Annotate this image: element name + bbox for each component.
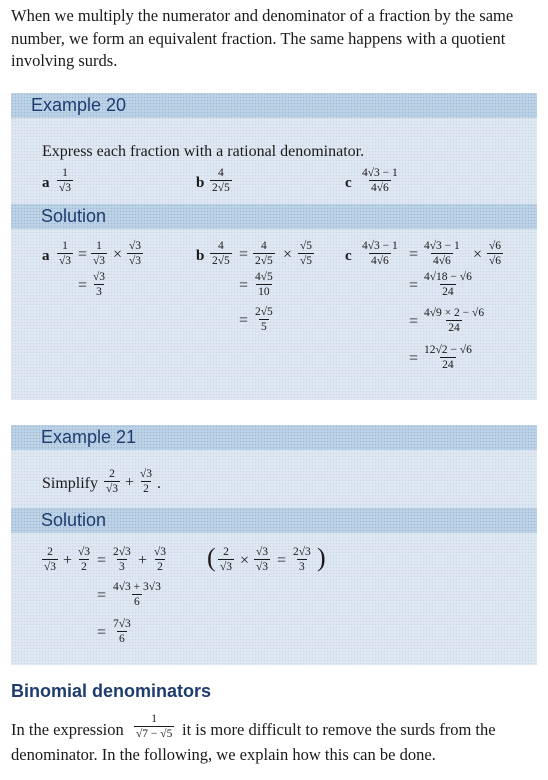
intro-paragraph: When we multiply the numerator and denominator of a fraction by the same number, we form an equivalent fraction. The same happens with a quotient involving surds. xyxy=(11,6,514,70)
q-frac-2: $\frac{√3}{2}$ xyxy=(140,468,153,495)
binomial-text-after: it is more difficult to remove the surds from the xyxy=(182,720,496,739)
part-c-fraction: $\frac{4√3 - 1}{4√6}$ xyxy=(362,167,398,194)
s-plus-1: + xyxy=(63,552,73,569)
example-20-instruction: Express each fraction with a rational denominator. xyxy=(42,143,365,160)
sol-a-label: a xyxy=(42,248,50,264)
sol-b-frac-5: $\frac{2√5}{5}$ xyxy=(255,306,273,333)
sol-b-frac-4: $\frac{4√5}{10}$ xyxy=(255,271,273,298)
sol-c-frac-1: $\frac{4√3 - 1}{4√6}$ xyxy=(362,240,398,267)
sol-a-frac-1: $\frac{1}{√3}$ xyxy=(59,240,72,267)
sol-b-frac-3: $\frac{√5}{√5}$ xyxy=(300,240,313,267)
example-21-solution-title: Solution xyxy=(41,510,107,530)
sol-b-frac-2: $\frac{4}{2√5}$ xyxy=(255,240,273,267)
binomial-fraction: $\frac{1}{√7 - √5}$ xyxy=(136,713,173,740)
sol-a-frac-2: $\frac{1}{√3}$ xyxy=(93,240,106,267)
part-b-label: b xyxy=(196,175,205,191)
sol-c-frac-2: $\frac{4√3 - 1}{4√6}$ xyxy=(424,240,460,267)
side-close-paren: ) xyxy=(317,543,326,572)
part-c-label: c xyxy=(345,175,352,191)
sol-c-label: c xyxy=(345,248,352,264)
s-plus-2: + xyxy=(138,552,148,569)
sol-b-equals-2: = xyxy=(239,277,249,294)
example-20-header xyxy=(11,93,537,118)
example-21-title: Example 21 xyxy=(41,427,137,447)
q-plus: + xyxy=(125,474,135,491)
example-20-solution-title: Solution xyxy=(41,206,107,226)
s-frac-4: $\frac{√3}{2}$ xyxy=(154,546,167,573)
part-a-label: a xyxy=(42,175,50,191)
side-open-paren: ( xyxy=(207,543,216,572)
q-period: . xyxy=(157,475,161,492)
side-times: × xyxy=(240,552,250,569)
sol-c-times: × xyxy=(473,246,483,263)
s-equals-2: = xyxy=(97,587,107,604)
binomial-heading: Binomial denominators xyxy=(11,681,212,701)
example-21-header xyxy=(11,425,537,450)
binomial-text-before: In the expression xyxy=(11,720,124,739)
s-frac-6: $\frac{7√3}{6}$ xyxy=(113,618,131,645)
sol-a-equals-1: = xyxy=(78,246,88,263)
side-equals: = xyxy=(277,552,287,569)
sol-a-equals-2: = xyxy=(78,277,88,294)
side-frac-1: $\frac{2}{√3}$ xyxy=(220,546,233,573)
s-frac-5: $\frac{4√3 + 3√3}{6}$ xyxy=(113,581,161,608)
binomial-line-2: denominator. In the following, we explain how this can be done. xyxy=(11,745,436,764)
s-frac-2: $\frac{√3}{2}$ xyxy=(78,546,91,573)
sol-c-frac-5: $\frac{4√9 \times 2 - √6}{24}$ xyxy=(424,307,485,334)
s-frac-3: $\frac{2√3}{3}$ xyxy=(113,546,131,573)
side-frac-3: $\frac{2√3}{3}$ xyxy=(293,546,311,573)
side-frac-2: $\frac{√3}{√3}$ xyxy=(256,546,269,573)
sol-c-frac-3: $\frac{√6}{√6}$ xyxy=(489,240,502,267)
part-a-fraction: $\frac{1}{√3}$ xyxy=(59,167,72,194)
example-20-solution-header xyxy=(11,204,537,229)
sol-c-equals-2: = xyxy=(409,277,419,294)
sol-b-label: b xyxy=(196,248,205,264)
s-frac-1: $\frac{2}{√3}$ xyxy=(44,546,57,573)
sol-c-frac-6: $\frac{12√2 - √6}{24}$ xyxy=(424,344,472,371)
s-equals-1: = xyxy=(97,552,107,569)
example-21-instruction: Simplify xyxy=(42,475,99,492)
sol-b-equals-1: = xyxy=(239,246,249,263)
sol-c-frac-4: $\frac{4√18 - √6}{24}$ xyxy=(424,271,472,298)
sol-b-times: × xyxy=(283,246,293,263)
sol-a-frac-4: $\frac{√3}{3}$ xyxy=(93,271,106,298)
sol-a-times: × xyxy=(113,246,123,263)
example-21-box xyxy=(11,425,537,665)
sol-c-equals-1: = xyxy=(409,246,419,263)
sol-b-frac-1: $\frac{4}{2√5}$ xyxy=(212,240,230,267)
example-20-title: Example 20 xyxy=(31,95,127,115)
example-20-box xyxy=(11,93,537,400)
sol-b-equals-3: = xyxy=(239,312,249,329)
sol-c-equals-4: = xyxy=(409,350,419,367)
example-21-solution-header xyxy=(11,508,537,533)
sol-a-frac-3: $\frac{√3}{√3}$ xyxy=(129,240,142,267)
sol-c-equals-3: = xyxy=(409,313,419,330)
q-frac-1: $\frac{2}{√3}$ xyxy=(106,468,119,495)
part-b-fraction: $\frac{4}{2√5}$ xyxy=(212,167,230,194)
s-equals-3: = xyxy=(97,624,107,641)
